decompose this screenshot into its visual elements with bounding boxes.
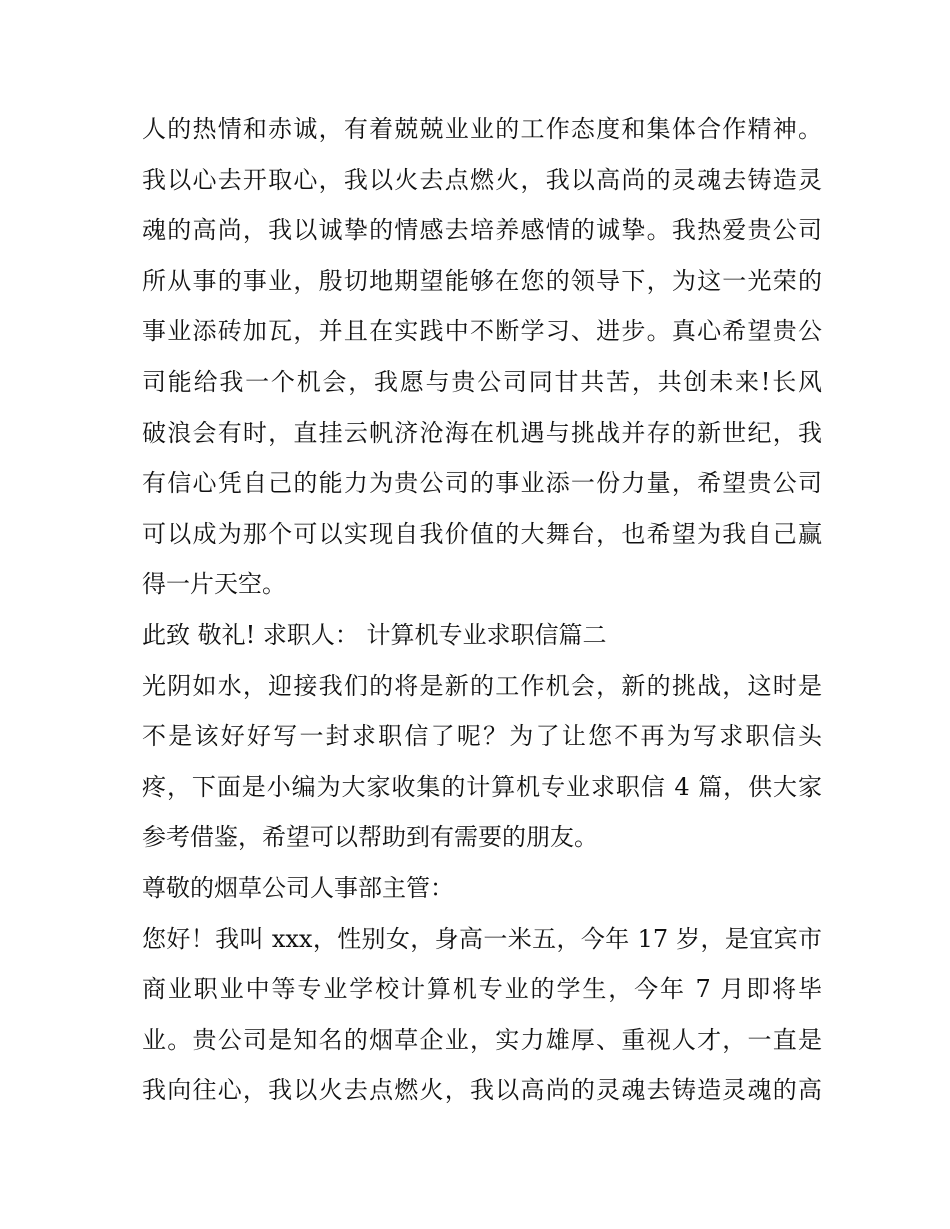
text-line: 得一片天空。 xyxy=(142,570,286,599)
text-line: 业。贵公司是知名的烟草企业，实力雄厚、重视人才，一直是 xyxy=(142,1025,822,1054)
text-line: 不是该好好写一封求职信了呢？为了让您不再为写求职信头 xyxy=(142,722,822,751)
text-line: 我以心去开取心，我以火去点燃火，我以高尚的灵魂去铸造灵 xyxy=(142,165,822,194)
text-line: 商业职业中等专业学校计算机专业的学生，今年 7 月即将毕 xyxy=(142,975,822,1004)
text-line: 所从事的事业，殷切地期望能够在您的领导下，为这一光荣的 xyxy=(142,266,822,295)
text-line: 事业添砖加瓦，并且在实践中不断学习、进步。真心希望贵公 xyxy=(142,317,822,346)
text-line: 破浪会有时，直挂云帆济沧海在机遇与挑战并存的新世纪，我 xyxy=(142,418,822,447)
letter-body xyxy=(142,104,822,1116)
text-line: 我向往心，我以火去点燃火，我以高尚的灵魂去铸造灵魂的高 xyxy=(142,1076,822,1105)
text-line: 疼，下面是小编为大家收集的计算机专业求职信 4 篇，供大家 xyxy=(142,772,822,801)
closing-line: 此致 敬礼! 求职人： 计算机专业求职信篇二 xyxy=(142,620,607,649)
text-line: 您好！我叫 xxx，性别女，身高一米五，今年 17 岁，是宜宾市 xyxy=(142,924,822,953)
text-line: 可以成为那个可以实现自我价值的大舞台，也希望为我自己赢 xyxy=(142,519,822,548)
text-line: 光阴如水，迎接我们的将是新的工作机会，新的挑战，这时是 xyxy=(142,671,822,700)
text-line: 有信心凭自己的能力为贵公司的事业添一份力量，希望贵公司 xyxy=(142,469,822,498)
salutation-line: 尊敬的烟草公司人事部主管： xyxy=(142,873,454,902)
text-line: 司能给我一个机会，我愿与贵公司同甘共苦，共创未来!长风 xyxy=(142,367,822,396)
text-line: 魂的高尚，我以诚挚的情感去培养感情的诚挚。我热爱贵公司 xyxy=(142,216,822,245)
text-line: 人的热情和赤诚，有着兢兢业业的工作态度和集体合作精神。 xyxy=(142,115,822,143)
text-line: 参考借鉴，希望可以帮助到有需要的朋友。 xyxy=(142,823,598,852)
